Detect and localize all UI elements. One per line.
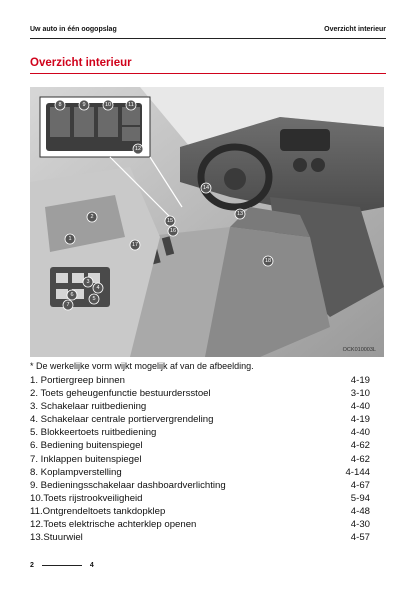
running-header	[30, 26, 386, 33]
page-footer	[30, 562, 94, 569]
item-label: 1. Portiergreep binnen	[30, 375, 125, 386]
item-label: 7. Inklappen buitenspiegel	[30, 453, 142, 465]
list-item	[30, 400, 370, 413]
svg-text:16: 16	[169, 228, 177, 234]
callout-12	[133, 144, 143, 154]
item-label: 13.Stuurwiel	[30, 532, 83, 544]
list-item	[30, 518, 370, 531]
interior-illustration	[30, 87, 384, 357]
svg-text:5: 5	[92, 296, 96, 302]
list-item	[30, 505, 370, 518]
svg-text:13: 13	[236, 211, 244, 217]
svg-text:8: 8	[58, 102, 62, 108]
item-page: 4-30	[350, 519, 370, 531]
svg-text:14: 14	[202, 185, 210, 191]
item-page: 4-67	[350, 479, 370, 491]
callout-16	[168, 226, 178, 236]
figure-code: OCK010003L	[342, 347, 376, 353]
item-page: 4-62	[350, 453, 370, 465]
list-item	[30, 374, 370, 387]
svg-text:10: 10	[104, 102, 112, 108]
svg-text:17: 17	[131, 242, 139, 248]
interior-drawing	[30, 87, 384, 357]
item-label: 5. Blokkeertoets ruitbediening	[30, 427, 157, 439]
list-item	[30, 413, 370, 426]
item-label: 11.Ontgrendeltoets tankdopklep	[30, 505, 166, 517]
item-page: 4-62	[350, 440, 370, 452]
item-label: 8. Koplampverstelling	[30, 466, 122, 478]
svg-text:7: 7	[66, 302, 70, 308]
callout-9	[79, 100, 89, 110]
svg-text:15: 15	[166, 218, 174, 224]
item-page: 4-40	[350, 401, 370, 413]
callout-17	[130, 240, 140, 250]
callout-7	[63, 300, 73, 310]
title-divider	[30, 73, 386, 74]
svg-text:6: 6	[70, 292, 74, 298]
section-title: Overzicht interieur	[30, 57, 132, 69]
callout-10	[103, 100, 113, 110]
figure-note: * De werkelijke vorm wijkt mogelijk af van de afbeelding.	[30, 361, 254, 371]
callout-4	[93, 283, 103, 293]
item-page: 4-40	[350, 427, 370, 439]
item-page: 4-48	[350, 505, 370, 517]
item-page: 5-94	[350, 492, 370, 504]
item-page: 3-10	[350, 388, 370, 400]
list-item	[30, 479, 370, 492]
callout-6	[67, 290, 77, 300]
svg-text:9: 9	[82, 102, 86, 108]
callout-11	[126, 100, 136, 110]
item-label: 12.Toets elektrische achterklep openen	[30, 519, 197, 531]
item-label: 9. Bedieningsschakelaar dashboardverlichting	[30, 479, 226, 491]
header-section: Overzicht interieur	[324, 26, 386, 33]
item-label: 10.Toets rijstrookveiligheid	[30, 492, 143, 504]
svg-text:11: 11	[128, 102, 134, 108]
callout-15	[165, 216, 175, 226]
list-item	[30, 466, 370, 479]
list-item	[30, 426, 370, 439]
svg-text:2: 2	[90, 214, 94, 220]
callout-13	[235, 209, 245, 219]
callout-2	[87, 212, 97, 222]
item-label: 3. Schakelaar ruitbediening	[30, 401, 147, 413]
item-page: 4-19	[350, 414, 370, 426]
list-item	[30, 531, 370, 544]
list-item	[30, 439, 370, 452]
svg-text:1: 1	[68, 236, 72, 242]
header-chapter: Uw auto in één oogopslag	[30, 26, 117, 33]
item-page: 4-57	[350, 532, 370, 544]
callout-8	[55, 100, 65, 110]
callout-1	[65, 234, 75, 244]
item-label: 6. Bediening buitenspiegel	[30, 440, 143, 452]
footer-page-number: 4	[89, 562, 94, 569]
item-page: 4-19	[350, 375, 370, 386]
item-page: 4-144	[345, 466, 370, 478]
callout-5	[89, 294, 99, 304]
callout-14	[201, 183, 211, 193]
item-label: 2. Toets geheugenfunctie bestuurdersstoel	[30, 388, 211, 400]
footer-dash	[42, 565, 82, 566]
list-item	[30, 453, 370, 466]
svg-text:3: 3	[86, 279, 90, 285]
svg-text:12: 12	[134, 146, 142, 152]
header-divider	[30, 38, 386, 39]
list-item	[30, 387, 370, 400]
list-item	[30, 492, 370, 505]
callout-18	[263, 256, 273, 266]
item-label: 4. Schakelaar centrale portiervergrendeling	[30, 414, 214, 426]
component-list	[30, 374, 370, 544]
svg-text:18: 18	[264, 258, 272, 264]
callout-3	[83, 277, 93, 287]
footer-chapter-number: 2	[30, 562, 34, 569]
svg-text:4: 4	[96, 285, 100, 291]
